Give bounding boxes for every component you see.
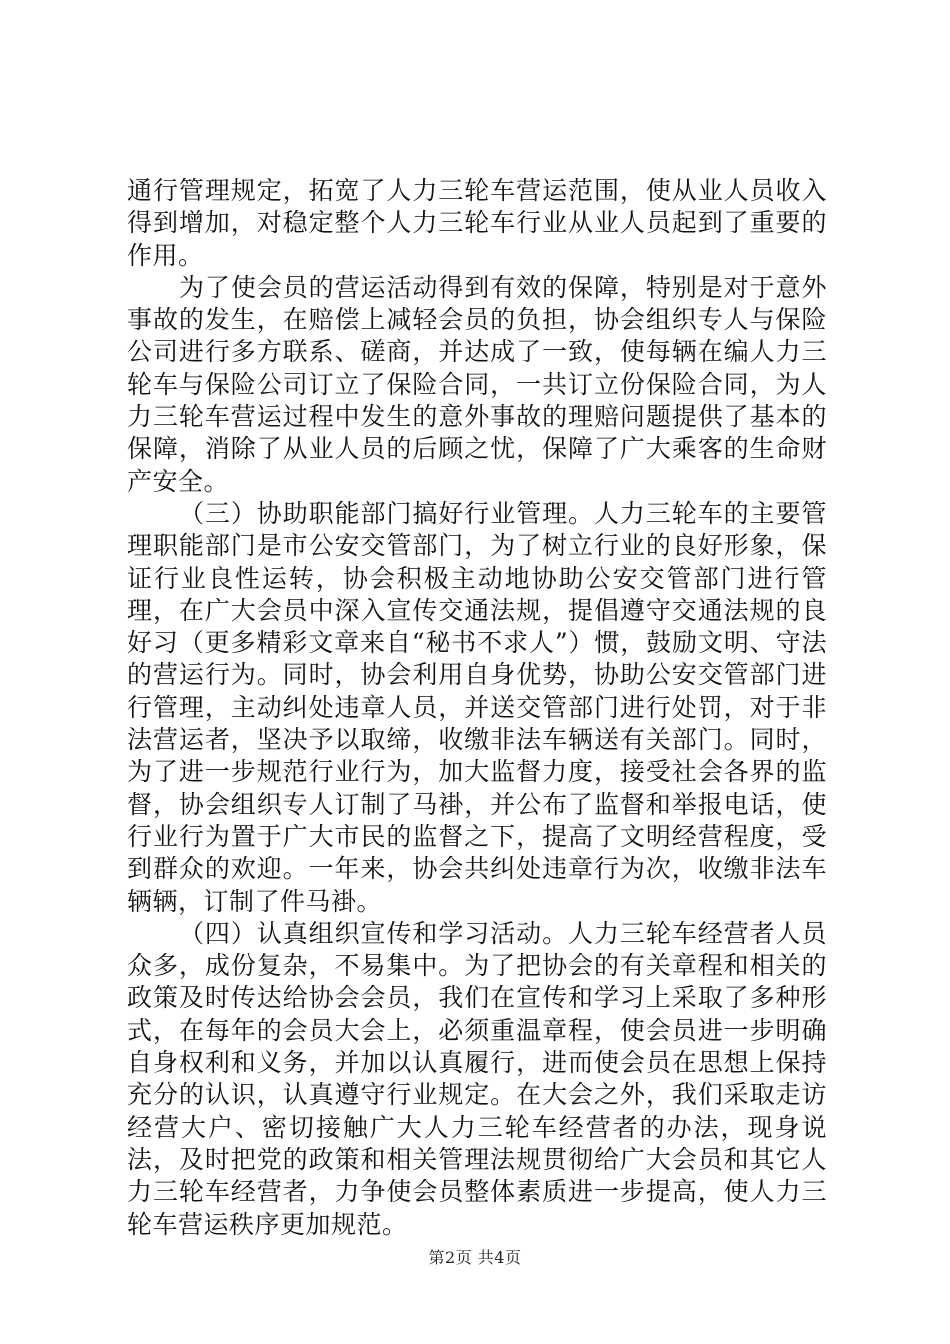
paragraph-insurance: 为了使会员的营运活动得到有效的保障，特别是对于意外事故的发生，在赔偿上减轻会员的负担，协会组织专人与保险公司进行多方联系、磋商，并达成了一致，使每辆在编人力三轮车与保险公司订立了保险合同，一共订立份保险合同，为人力三轮车营运过程中发生的意外事故的理赔问题提供了基本的保障，消除了从业人员的后顾之忧，保障了广大乘客的生命财产安全。 <box>127 272 827 496</box>
paragraph-continuation: 通行管理规定，拓宽了人力三轮车营运范围，使从业人员收入得到增加，对稳定整个人力三轮车行业从业人员起到了重要的作用。 <box>127 176 827 270</box>
paragraph-section-four: （四）认真组织宣传和学习活动。人力三轮车经营者人员众多，成份复杂，不易集中。为了把协会的有关章程和相关的政策及时传达给协会会员，我们在宣传和学习上采取了多种形式，在每年的会员大会上，必须重温章程，使会员进一步明确自身权利和义务，并加以认真履行，进而使会员在思想上保持充分的认识，认真遵守行业规定。在大会之外，我们采取走访经营大户、密切接触广大人力三轮车经营者的办法，现身说法，及时把党的政策和相关管理法规贯彻给广大会员和其它人力三轮车经营者，力争使会员整体素质进一步提高，使人力三轮车营运秩序更加规范。 <box>127 918 827 1239</box>
page-footer: 第2页 共4页 <box>428 1248 522 1267</box>
paragraph-section-three: （三）协助职能部门搞好行业管理。人力三轮车的主要管理职能部门是市公安交管部门，为了树立行业的良好形象，保证行业良性运转，协会积极主动地协助公安交管部门进行管理，在广大会员中深入宣传交通法规，提倡遵守交通法规的良好习（更多精彩文章来自“秘书不求人”）惯，鼓励文明、守法的营运行为。同时，协会利用自身优势，协助公安交管部门进行管理，主动纠处违章人员，并送交管部门进行处罚，对于非法营运者，坚决予以取缔，收缴非法车辆送有关部门。同时，为了进一步规范行业行为，加大监督力度，接受社会各界的监督，协会组织专人订制了马褂，并公布了监督和举报电话，使行业行为置于广大市民的监督之下，提高了文明经营程度，受到群众的欢迎。一年来，协会共纠处违章行为次，收缴非法车辆辆，订制了件马褂。 <box>127 498 827 916</box>
document-body <box>127 175 827 1241</box>
